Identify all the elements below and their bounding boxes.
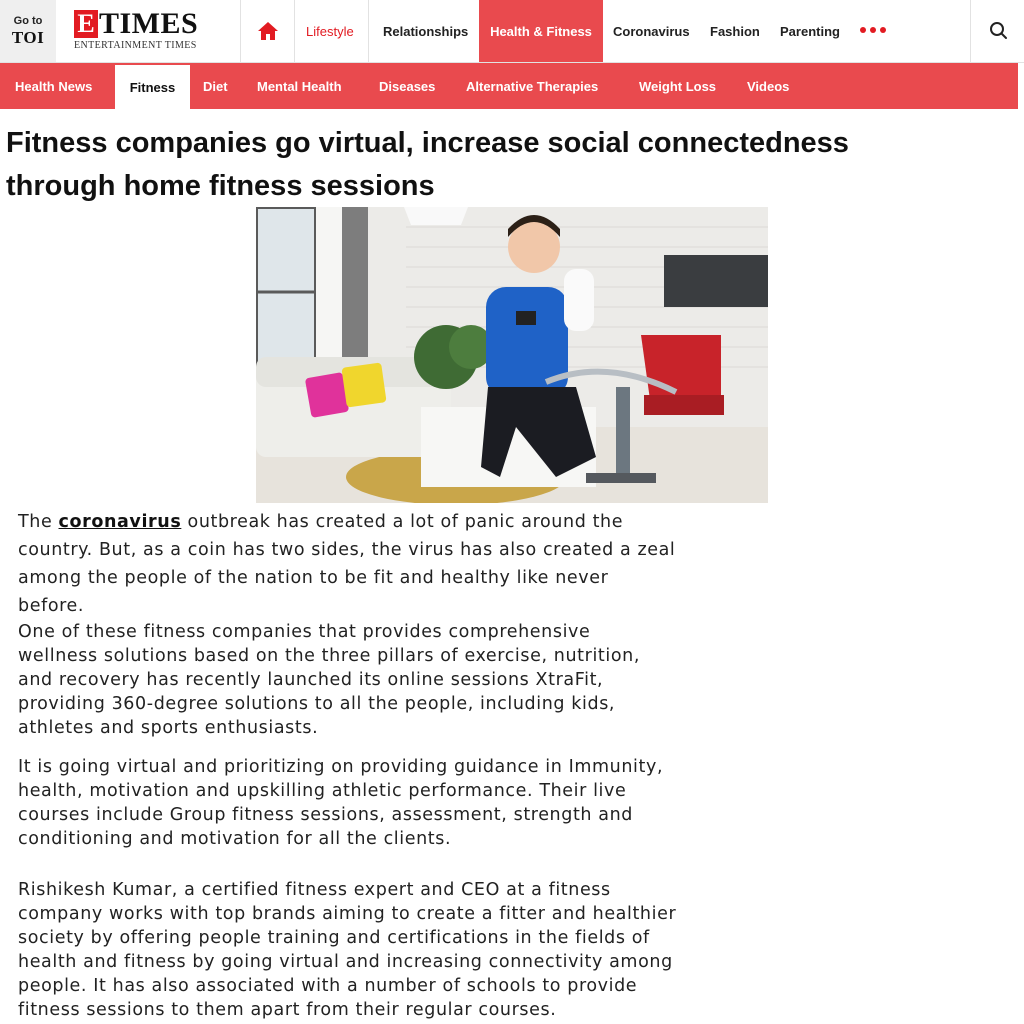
- divider: [240, 0, 241, 62]
- headline-line-1: Fitness companies go virtual, increase social connectedness: [6, 127, 849, 159]
- article-paragraph-4: [18, 878, 1018, 1022]
- subnav-videos[interactable]: Videos: [747, 78, 790, 94]
- subnav-diseases[interactable]: Diseases: [379, 78, 436, 94]
- p2-line-3: and recovery has recently launched its online sessions XtraFit,: [18, 670, 604, 690]
- p4-line-1: Rishikesh Kumar, a certified fitness expert and CEO at a fitness: [18, 880, 611, 900]
- subnav-alternative-therapies[interactable]: Alternative Therapies: [466, 78, 599, 94]
- divider: [294, 0, 295, 62]
- p4-line-6: fitness sessions to them apart from their regular courses.: [18, 1000, 557, 1020]
- p2-line-5: athletes and sports enthusiasts.: [18, 718, 319, 738]
- p3-line-2: health, motivation and upskilling athletic performance. Their live: [18, 781, 627, 801]
- article-hero-image: [256, 207, 768, 503]
- nav-coronavirus[interactable]: Coronavirus: [613, 23, 690, 39]
- etimes-logo[interactable]: [74, 8, 224, 54]
- p4-line-4: health and fitness by going virtual and increasing connectivity among: [18, 952, 673, 972]
- article-paragraph-1: [18, 508, 1018, 620]
- subnav-fitness[interactable]: Fitness: [115, 63, 190, 109]
- nav-fashion[interactable]: Fashion: [710, 23, 760, 39]
- p4-line-3: society by offering people training and certifications in the fields of: [18, 928, 650, 948]
- p1-line-4: before.: [18, 596, 85, 616]
- divider: [970, 0, 971, 62]
- subnav-weight-loss[interactable]: Weight Loss: [639, 78, 717, 94]
- logo-word: TIMES: [99, 7, 199, 40]
- p3-line-4: conditioning and motivation for all the clients.: [18, 829, 452, 849]
- p4-line-2: company works with top brands aiming to create a fitter and healthier: [18, 904, 677, 924]
- p2-line-1: One of these fitness companies that provides comprehensive: [18, 622, 591, 642]
- nav-parenting[interactable]: Parenting: [780, 23, 840, 39]
- subnav-mental-health[interactable]: Mental Health: [257, 78, 342, 94]
- subnav-health-news[interactable]: Health News: [15, 78, 93, 94]
- p2-line-4: providing 360-degree solutions to all the people, including kids,: [18, 694, 616, 714]
- article-paragraph-3: [18, 755, 1018, 851]
- go-to-toi-link[interactable]: [0, 0, 56, 62]
- p1-line-1: outbreak has created a lot of panic around the: [181, 512, 624, 532]
- p3-line-1: It is going virtual and prioritizing on providing guidance in Immunity,: [18, 757, 664, 777]
- p2-line-2: wellness solutions based on the three pillars of exercise, nutrition,: [18, 646, 640, 666]
- headline-line-2: through home fitness sessions: [6, 170, 435, 202]
- nav-relationships[interactable]: Relationships: [383, 23, 469, 39]
- nav-health-fitness[interactable]: Health & Fitness: [479, 0, 603, 62]
- home-icon[interactable]: [248, 0, 288, 62]
- logo-letter: E: [74, 10, 98, 38]
- p1-line-3: among the people of the nation to be fit and healthy like never: [18, 568, 609, 588]
- top-bar: [0, 0, 1024, 63]
- search-icon[interactable]: [984, 16, 1014, 46]
- article-paragraph-2: [18, 620, 1018, 740]
- article-headline: [6, 122, 1022, 208]
- p4-line-5: people. It has also associated with a number of schools to provide: [18, 976, 638, 996]
- logo-tagline: ENTERTAINMENT TIMES: [74, 40, 197, 51]
- more-dots-icon[interactable]: [860, 27, 886, 33]
- section-subnav: [0, 63, 1018, 109]
- divider: [368, 0, 369, 62]
- p1-text-start: The: [18, 512, 59, 532]
- go-to-label: Go to: [13, 15, 43, 27]
- p3-line-3: courses include Group fitness sessions, assessment, strength and: [18, 805, 633, 825]
- p1-line-2: country. But, as a coin has two sides, the virus has also created a zeal: [18, 540, 676, 560]
- coronavirus-link[interactable]: coronavirus: [58, 512, 182, 532]
- subnav-diet[interactable]: Diet: [203, 78, 228, 94]
- nav-lifestyle[interactable]: Lifestyle: [306, 23, 354, 39]
- toi-label: TOI: [11, 28, 45, 47]
